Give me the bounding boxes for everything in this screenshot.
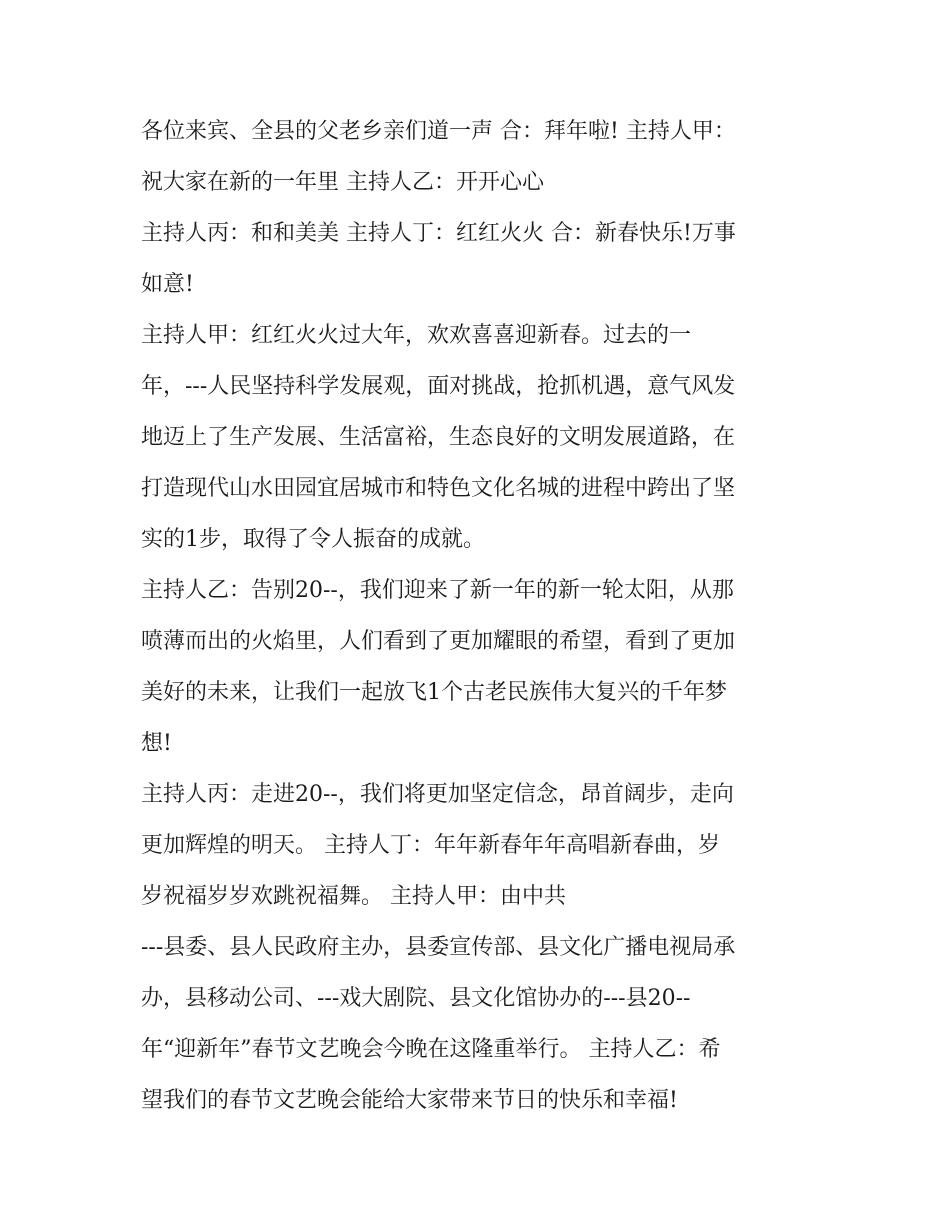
text-line: 打造现代山水田园宜居城市和特色文化名城的进程中跨出了坚 [141, 476, 736, 501]
text-line: 如意! [141, 272, 194, 297]
text-line: 主持人甲：红红火火过大年，欢欢喜喜迎新春。过去的一 [141, 323, 692, 348]
text-line: 实的1步，取得了令人振奋的成就。 [141, 527, 485, 552]
text-line: 岁祝福岁岁欢跳祝福舞。 主持人甲：由中共 [141, 884, 566, 909]
text-line: 美好的未来，让我们一起放飞1个古老民族伟大复兴的千年梦 [141, 680, 727, 705]
text-line: 年，---人民坚持科学发展观，面对挑战，抢抓机遇，意气风发 [141, 374, 736, 399]
text-line: 各位来宾、全县的父老乡亲们道一声 合：拜年啦! 主持人甲： [141, 119, 736, 144]
text-line: 主持人乙：告别20--，我们迎来了新一年的新一轮太阳，从那 [141, 578, 734, 603]
text-line: ---县委、县人民政府主办，县委宣传部、县文化广播电视局承 [141, 935, 736, 960]
text-line: 更加辉煌的明天。 主持人丁：年年新春年年高唱新春曲，岁 [141, 833, 720, 858]
text-line: 望我们的春节文艺晚会能给大家带来节日的快乐和幸福! [141, 1088, 678, 1113]
text-line: 喷薄而出的火焰里，人们看到了更加耀眼的希望，看到了更加 [141, 629, 736, 654]
text-line: 主持人丙：走进20--，我们将更加坚定信念，昂首阔步，走向 [141, 782, 734, 807]
text-line: 地迈上了生产发展、生活富裕，生态良好的文明发展道路，在 [141, 425, 736, 450]
text-line: 办，县移动公司、---戏大剧院、县文化馆协办的---县20-- [141, 986, 691, 1011]
text-line: 主持人丙：和和美美 主持人丁：红红火火 合：新春快乐!万事 [141, 221, 736, 246]
text-line: 想! [141, 731, 172, 756]
document-body [141, 106, 821, 1126]
text-line: 年“迎新年”春节文艺晚会今晚在这隆重举行。 主持人乙：希 [141, 1037, 721, 1062]
text-line: 祝大家在新的一年里 主持人乙：开开心心 [141, 170, 544, 195]
